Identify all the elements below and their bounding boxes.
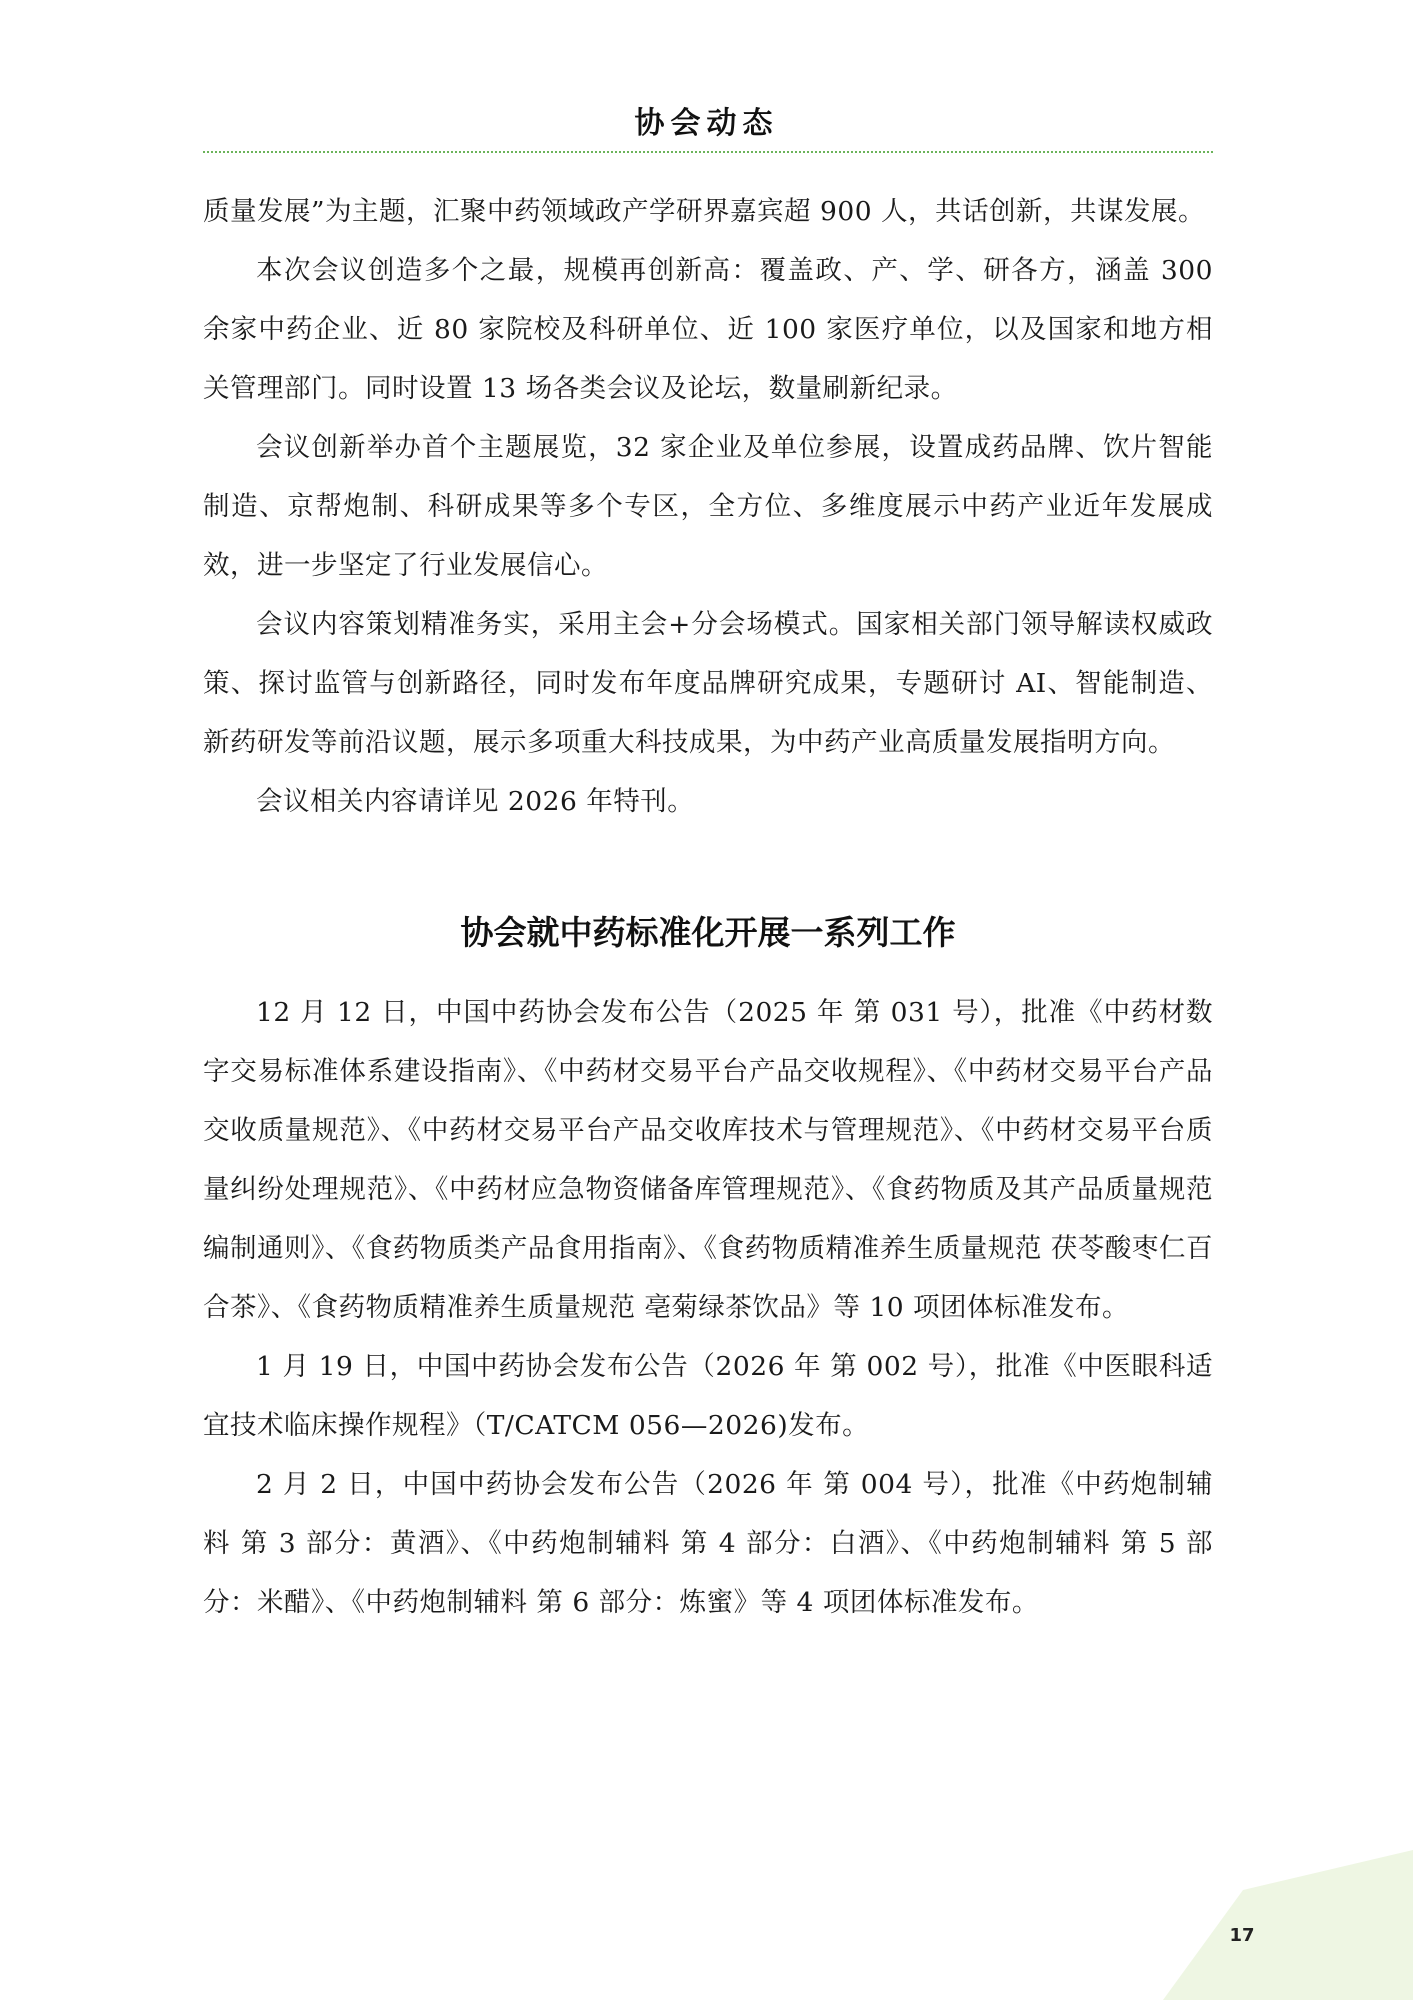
paragraph-continued: 质量发展”为主题，汇聚中药领域政产学研界嘉宾超 900 人，共话创新，共谋发展。 [203, 196, 1205, 227]
paragraph-announcement-031: 12 月 12 日，中国中药协会发布公告（2025 年 第 031 号），批准《中药材数字交易标准体系建设指南》、《中药材交易平台产品交收规程》、《中药材交易平台产品交收质量规范》、《中药材交易平台产品交收库技术与管理规范》、《中药材交易平台质量纠纷处理规范》、《中药材应急物资储备库管理规范》、《食药物质及其产品质量规范 编制通则》、《食药物质类产品食用指南》、《食药物质精准养生质量规范 茯苓酸枣仁百合茶》、《食药物质精准养生质量规范 亳菊绿茶饮品》等 10 项团体标准发布。 [203, 997, 1213, 1323]
paragraph-announcement-004: 2 月 2 日，中国中药协会发布公告（2026 年 第 004 号），批准《中药炮制辅料 第 3 部分：黄酒》、《中药炮制辅料 第 4 部分：白酒》、《中药炮制辅料 第 5 部分：米醋》、《中药炮制辅料 第 6 部分：炼蜜》等 4 项团体标准发布。 [203, 1469, 1213, 1618]
paragraph-announcement-002: 1 月 19 日，中国中药协会发布公告（2026 年 第 002 号），批准《中医眼科适宜技术临床操作规程》（T/CATCM 056—2026)发布。 [203, 1351, 1213, 1441]
header-divider [203, 151, 1213, 153]
page-number: 17 [1229, 1925, 1255, 1946]
article-body [203, 182, 1213, 1632]
corner-decoration [1163, 1850, 1413, 2000]
section-heading: 协会就中药标准化开展一系列工作 [460, 913, 956, 952]
corner-shape [1163, 1850, 1413, 2000]
section-header-title: 协会动态 [634, 106, 779, 141]
paragraph-scale: 本次会议创造多个之最，规模再创新高：覆盖政、产、学、研各方，涵盖 300 余家中药企业、近 80 家院校及科研单位、近 100 家医疗单位，以及国家和地方相关管理部门。同时设置 13 场各类会议及论坛，数量刷新纪录。 [203, 255, 1213, 404]
paragraph-agenda: 会议内容策划精准务实，采用主会+分会场模式。国家相关部门领导解读权威政策、探讨监管与创新路径，同时发布年度品牌研究成果，专题研讨 AI、智能制造、新药研发等前沿议题，展示多项重大科技成果，为中药产业高质量发展指明方向。 [203, 609, 1213, 758]
paragraph-special-issue: 会议相关内容请详见 2026 年特刊。 [256, 786, 695, 817]
paragraph-exhibition: 会议创新举办首个主题展览，32 家企业及单位参展，设置成药品牌、饮片智能制造、京帮炮制、科研成果等多个专区，全方位、多维度展示中药产业近年发展成效，进一步坚定了行业发展信心。 [203, 432, 1213, 581]
